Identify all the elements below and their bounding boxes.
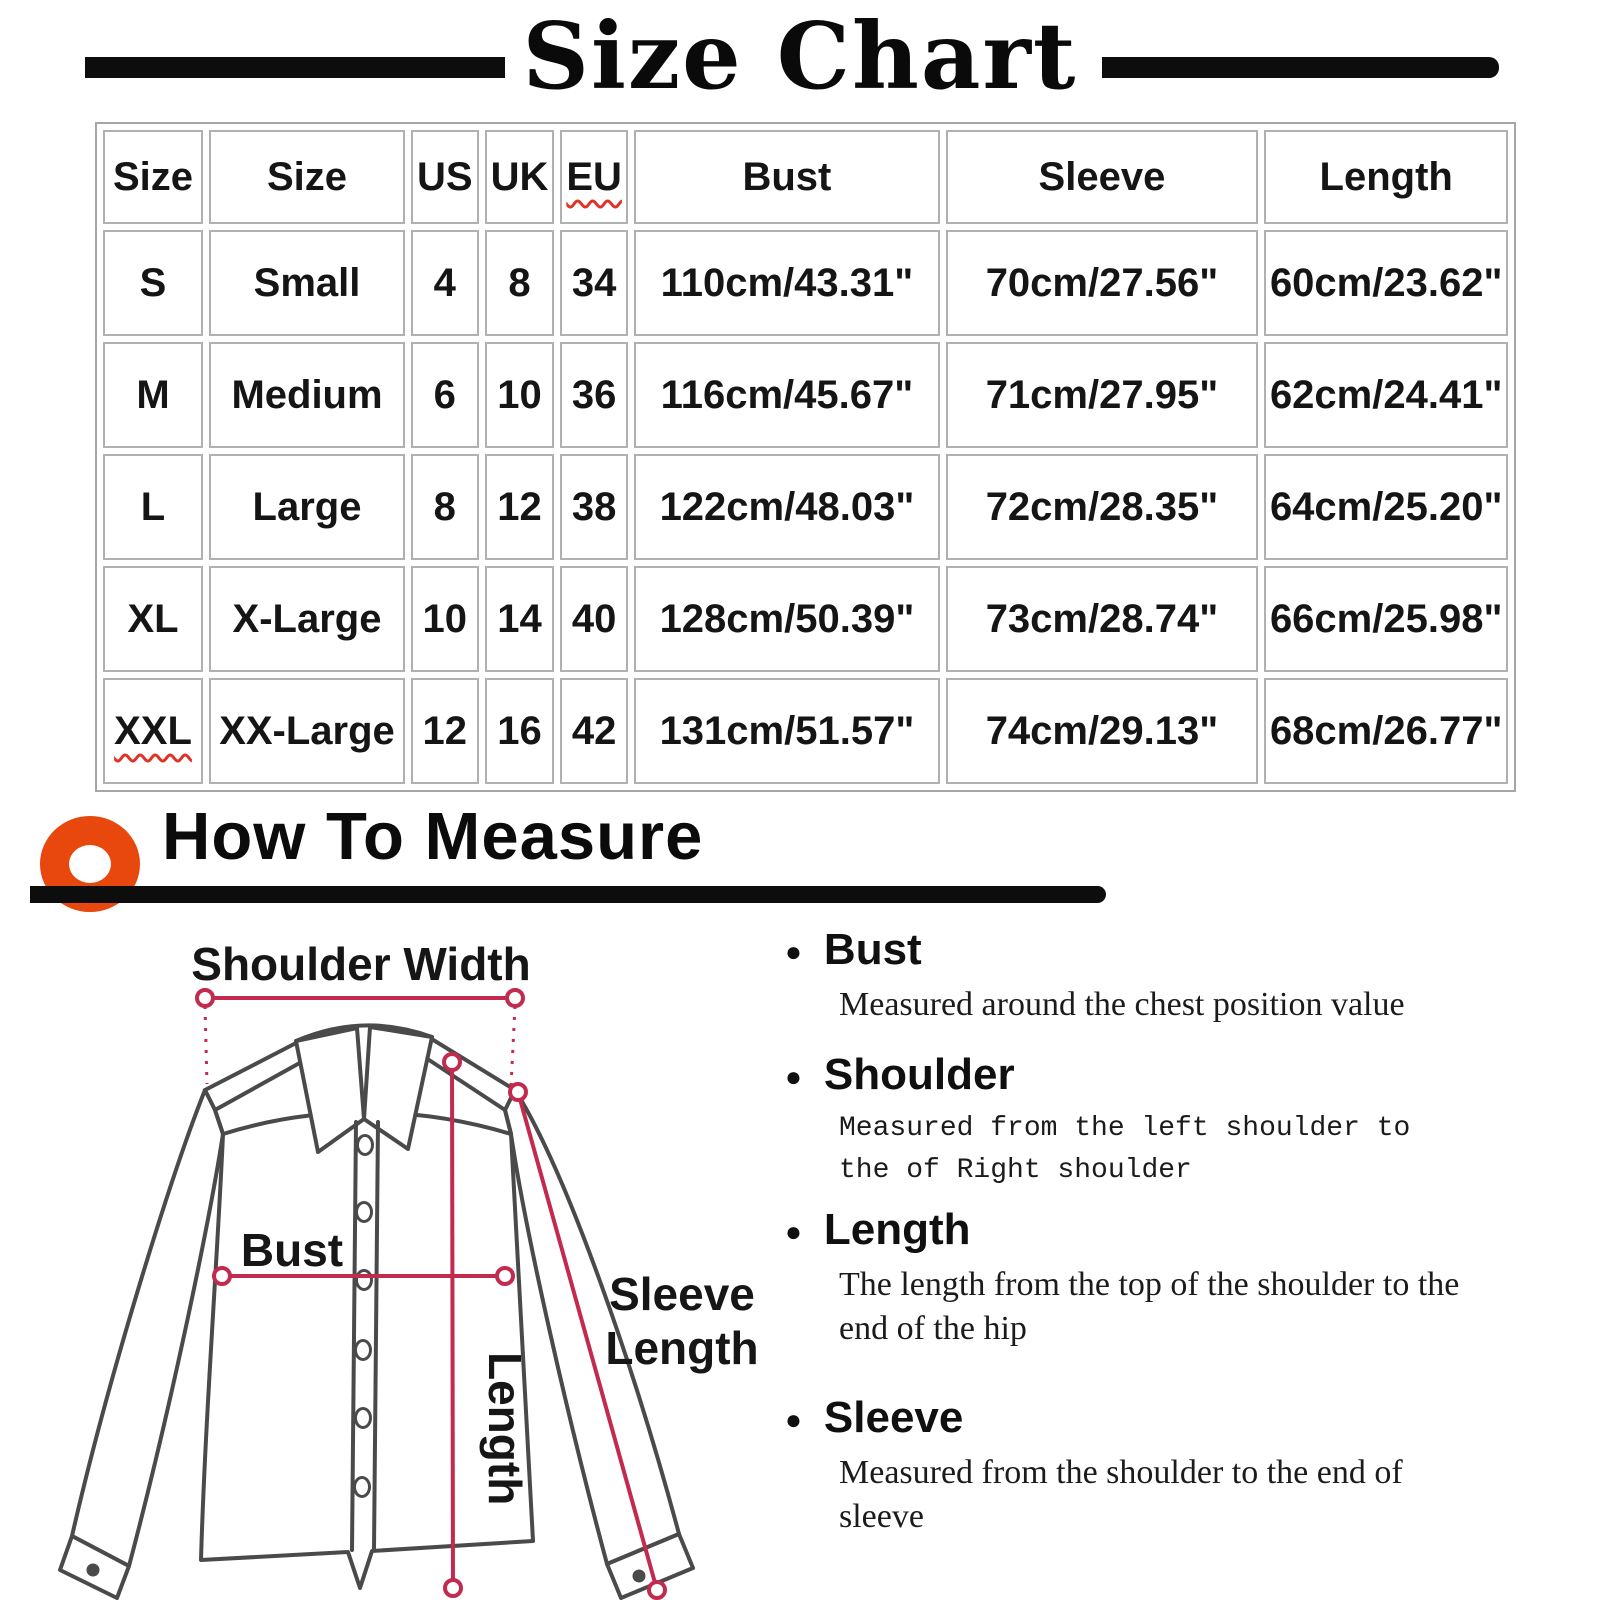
measure-item-description: The length from the top of the shoulder to the end of the hip	[839, 1266, 1460, 1348]
header-cell: Length	[1264, 130, 1508, 224]
size-cell: 40	[560, 566, 628, 672]
size-cell: M	[103, 342, 203, 448]
size-cell: 131cm/51.57"	[634, 678, 940, 784]
size-cell: 70cm/27.56"	[946, 230, 1258, 336]
size-cell: 66cm/25.98"	[1264, 566, 1508, 672]
size-cell: 128cm/50.39"	[634, 566, 940, 672]
size-cell: L	[103, 454, 203, 560]
page-title: Size Chart	[522, 2, 1078, 110]
size-cell: 73cm/28.74"	[946, 566, 1258, 672]
diagram-label-sleeve-length-line2: Length	[605, 1322, 759, 1374]
bullet-dot-icon: ●	[785, 1216, 802, 1247]
measure-item-description: Measured around the chest position value	[839, 986, 1405, 1023]
measure-item-label: Length	[823, 1205, 971, 1254]
diagram-label-length: Length	[479, 1352, 531, 1506]
size-cell: X-Large	[209, 566, 405, 672]
size-cell: XL	[103, 566, 203, 672]
size-cell: 42	[560, 678, 628, 784]
diagram-label-sleeve-length-line1: Sleeve	[609, 1268, 755, 1320]
size-cell: 4	[411, 230, 479, 336]
header-cell: UK	[485, 130, 555, 224]
header-cell: Bust	[634, 130, 940, 224]
header-cell: Sleeve	[946, 130, 1258, 224]
size-cell: 74cm/29.13"	[946, 678, 1258, 784]
measure-item-label: Bust	[823, 925, 922, 974]
size-cell: Medium	[209, 342, 405, 448]
how-to-measure-heading: How To Measure	[162, 799, 704, 874]
size-cell: 8	[485, 230, 555, 336]
measure-item-description: Measured from the left shoulder to the of Right shoulder	[839, 1113, 1411, 1186]
size-cell: 12	[485, 454, 555, 560]
size-cell: XX-Large	[209, 678, 405, 784]
size-cell: 38	[560, 454, 628, 560]
measure-item	[785, 1393, 1475, 1539]
size-cell: 110cm/43.31"	[634, 230, 940, 336]
shirt-measurement-diagram	[55, 900, 795, 1600]
measure-definition-list	[785, 0, 1475, 1600]
size-cell: 14	[485, 566, 555, 672]
size-cell: 34	[560, 230, 628, 336]
shirt-outline	[60, 1025, 693, 1598]
measure-item-label: Shoulder	[823, 1050, 1015, 1099]
diagram-label-bust: Bust	[240, 1224, 344, 1276]
title-rule-left	[85, 57, 505, 78]
size-cell: 122cm/48.03"	[634, 454, 940, 560]
size-cell: 64cm/25.20"	[1264, 454, 1508, 560]
measure-item	[785, 925, 1475, 1027]
size-cell: Large	[209, 454, 405, 560]
size-cell: 10	[411, 566, 479, 672]
size-cell: 116cm/45.67"	[634, 342, 940, 448]
size-cell: 72cm/28.35"	[946, 454, 1258, 560]
size-cell: 71cm/27.95"	[946, 342, 1258, 448]
size-cell: 6	[411, 342, 479, 448]
measure-item-label: Sleeve	[823, 1393, 964, 1442]
bullet-dot-icon: ●	[785, 936, 802, 967]
size-cell: Small	[209, 230, 405, 336]
size-cell: 60cm/23.62"	[1264, 230, 1508, 336]
header-cell: Size	[209, 130, 405, 224]
bullet-dot-icon: ●	[785, 1061, 802, 1092]
size-cell: 8	[411, 454, 479, 560]
size-cell: 62cm/24.41"	[1264, 342, 1508, 448]
header-cell: US	[411, 130, 479, 224]
size-cell: 36	[560, 342, 628, 448]
measure-item-description: Measured from the shoulder to the end of sleeve	[839, 1454, 1403, 1536]
measure-item	[785, 1205, 1475, 1351]
header-cell: EU	[560, 130, 628, 224]
size-cell: S	[103, 230, 203, 336]
size-cell: 68cm/26.77"	[1264, 678, 1508, 784]
diagram-label-shoulder-width: Shoulder Width	[191, 938, 531, 990]
measure-item	[785, 1050, 1475, 1192]
size-cell: 12	[411, 678, 479, 784]
size-cell: XXL	[103, 678, 203, 784]
size-cell: 16	[485, 678, 555, 784]
size-cell: 10	[485, 342, 555, 448]
header-cell: Size	[103, 130, 203, 224]
bullet-dot-icon: ●	[785, 1404, 802, 1435]
